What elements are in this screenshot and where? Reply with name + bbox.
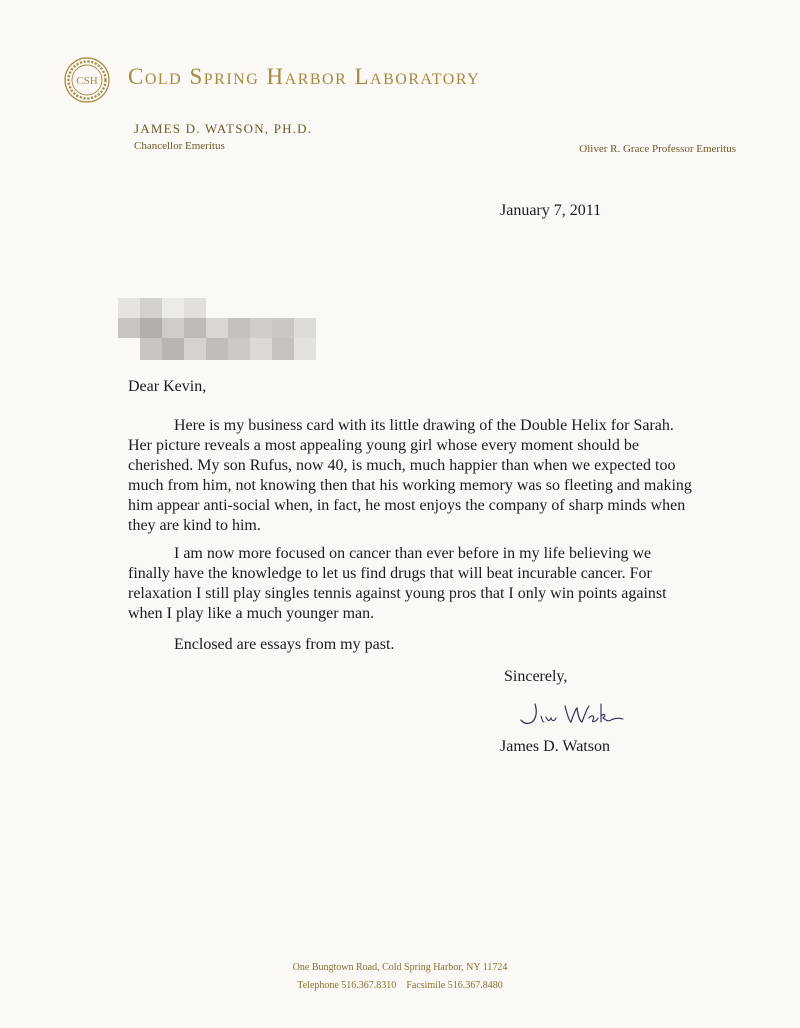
paragraph-line: I am now more focused on cancer than ever before in my life believing we: [174, 545, 652, 562]
laboratory-name: Cold Spring Harbor Laboratory: [128, 64, 481, 89]
salutation: Dear Kevin,: [128, 378, 207, 395]
author-name: JAMES D. WATSON, PH.D.: [134, 121, 313, 136]
seal-text: CSH: [76, 75, 98, 87]
author-title-chancellor: Chancellor Emeritus: [134, 140, 225, 152]
footer-contact-numbers: [0, 980, 800, 991]
paragraph-cancer: [128, 544, 708, 624]
paragraph-business-card: [128, 416, 708, 536]
author-title-professor: Oliver R. Grace Professor Emeritus: [579, 143, 736, 155]
footer-facsimile: Facsimile 516.367.8480: [406, 980, 503, 991]
paragraph-line: Her picture reveals a most appealing young girl whose every moment should be: [128, 437, 639, 454]
redacted-address-block: [118, 298, 330, 362]
letter-closing: Sincerely,: [504, 668, 568, 685]
paragraph-line: him appear anti-social when, in fact, he most enjoys the company of sharp minds when: [128, 497, 686, 514]
letter-date: January 7, 2011: [500, 202, 602, 219]
paragraph-line: they are kind to him.: [128, 517, 261, 534]
laboratory-seal-logo: [63, 56, 111, 104]
footer-address: One Bungtown Road, Cold Spring Harbor, NY 11724: [292, 962, 508, 973]
footer-telephone: Telephone 516.367.8310: [297, 980, 397, 991]
paragraph-line: relaxation I still play singles tennis against young pros that I only win points against: [128, 585, 667, 602]
paragraph-line: cherished. My son Rufus, now 40, is much, much happier than when we expected too: [128, 457, 676, 474]
signer-name: James D. Watson: [500, 738, 610, 755]
paragraph-enclosures: [128, 635, 708, 655]
paragraph-line: finally have the knowledge to let us find drugs that will beat incurable cancer. For: [128, 565, 652, 582]
paragraph-line: much from him, not knowing then that his working memory was so fleeting and making: [128, 477, 692, 494]
paragraph-line: Here is my business card with its little drawing of the Double Helix for Sarah.: [174, 417, 674, 434]
paragraph-line: when I play like a much younger man.: [128, 605, 375, 622]
paragraph-line: Enclosed are essays from my past.: [174, 636, 395, 653]
handwritten-signature: [515, 696, 625, 730]
